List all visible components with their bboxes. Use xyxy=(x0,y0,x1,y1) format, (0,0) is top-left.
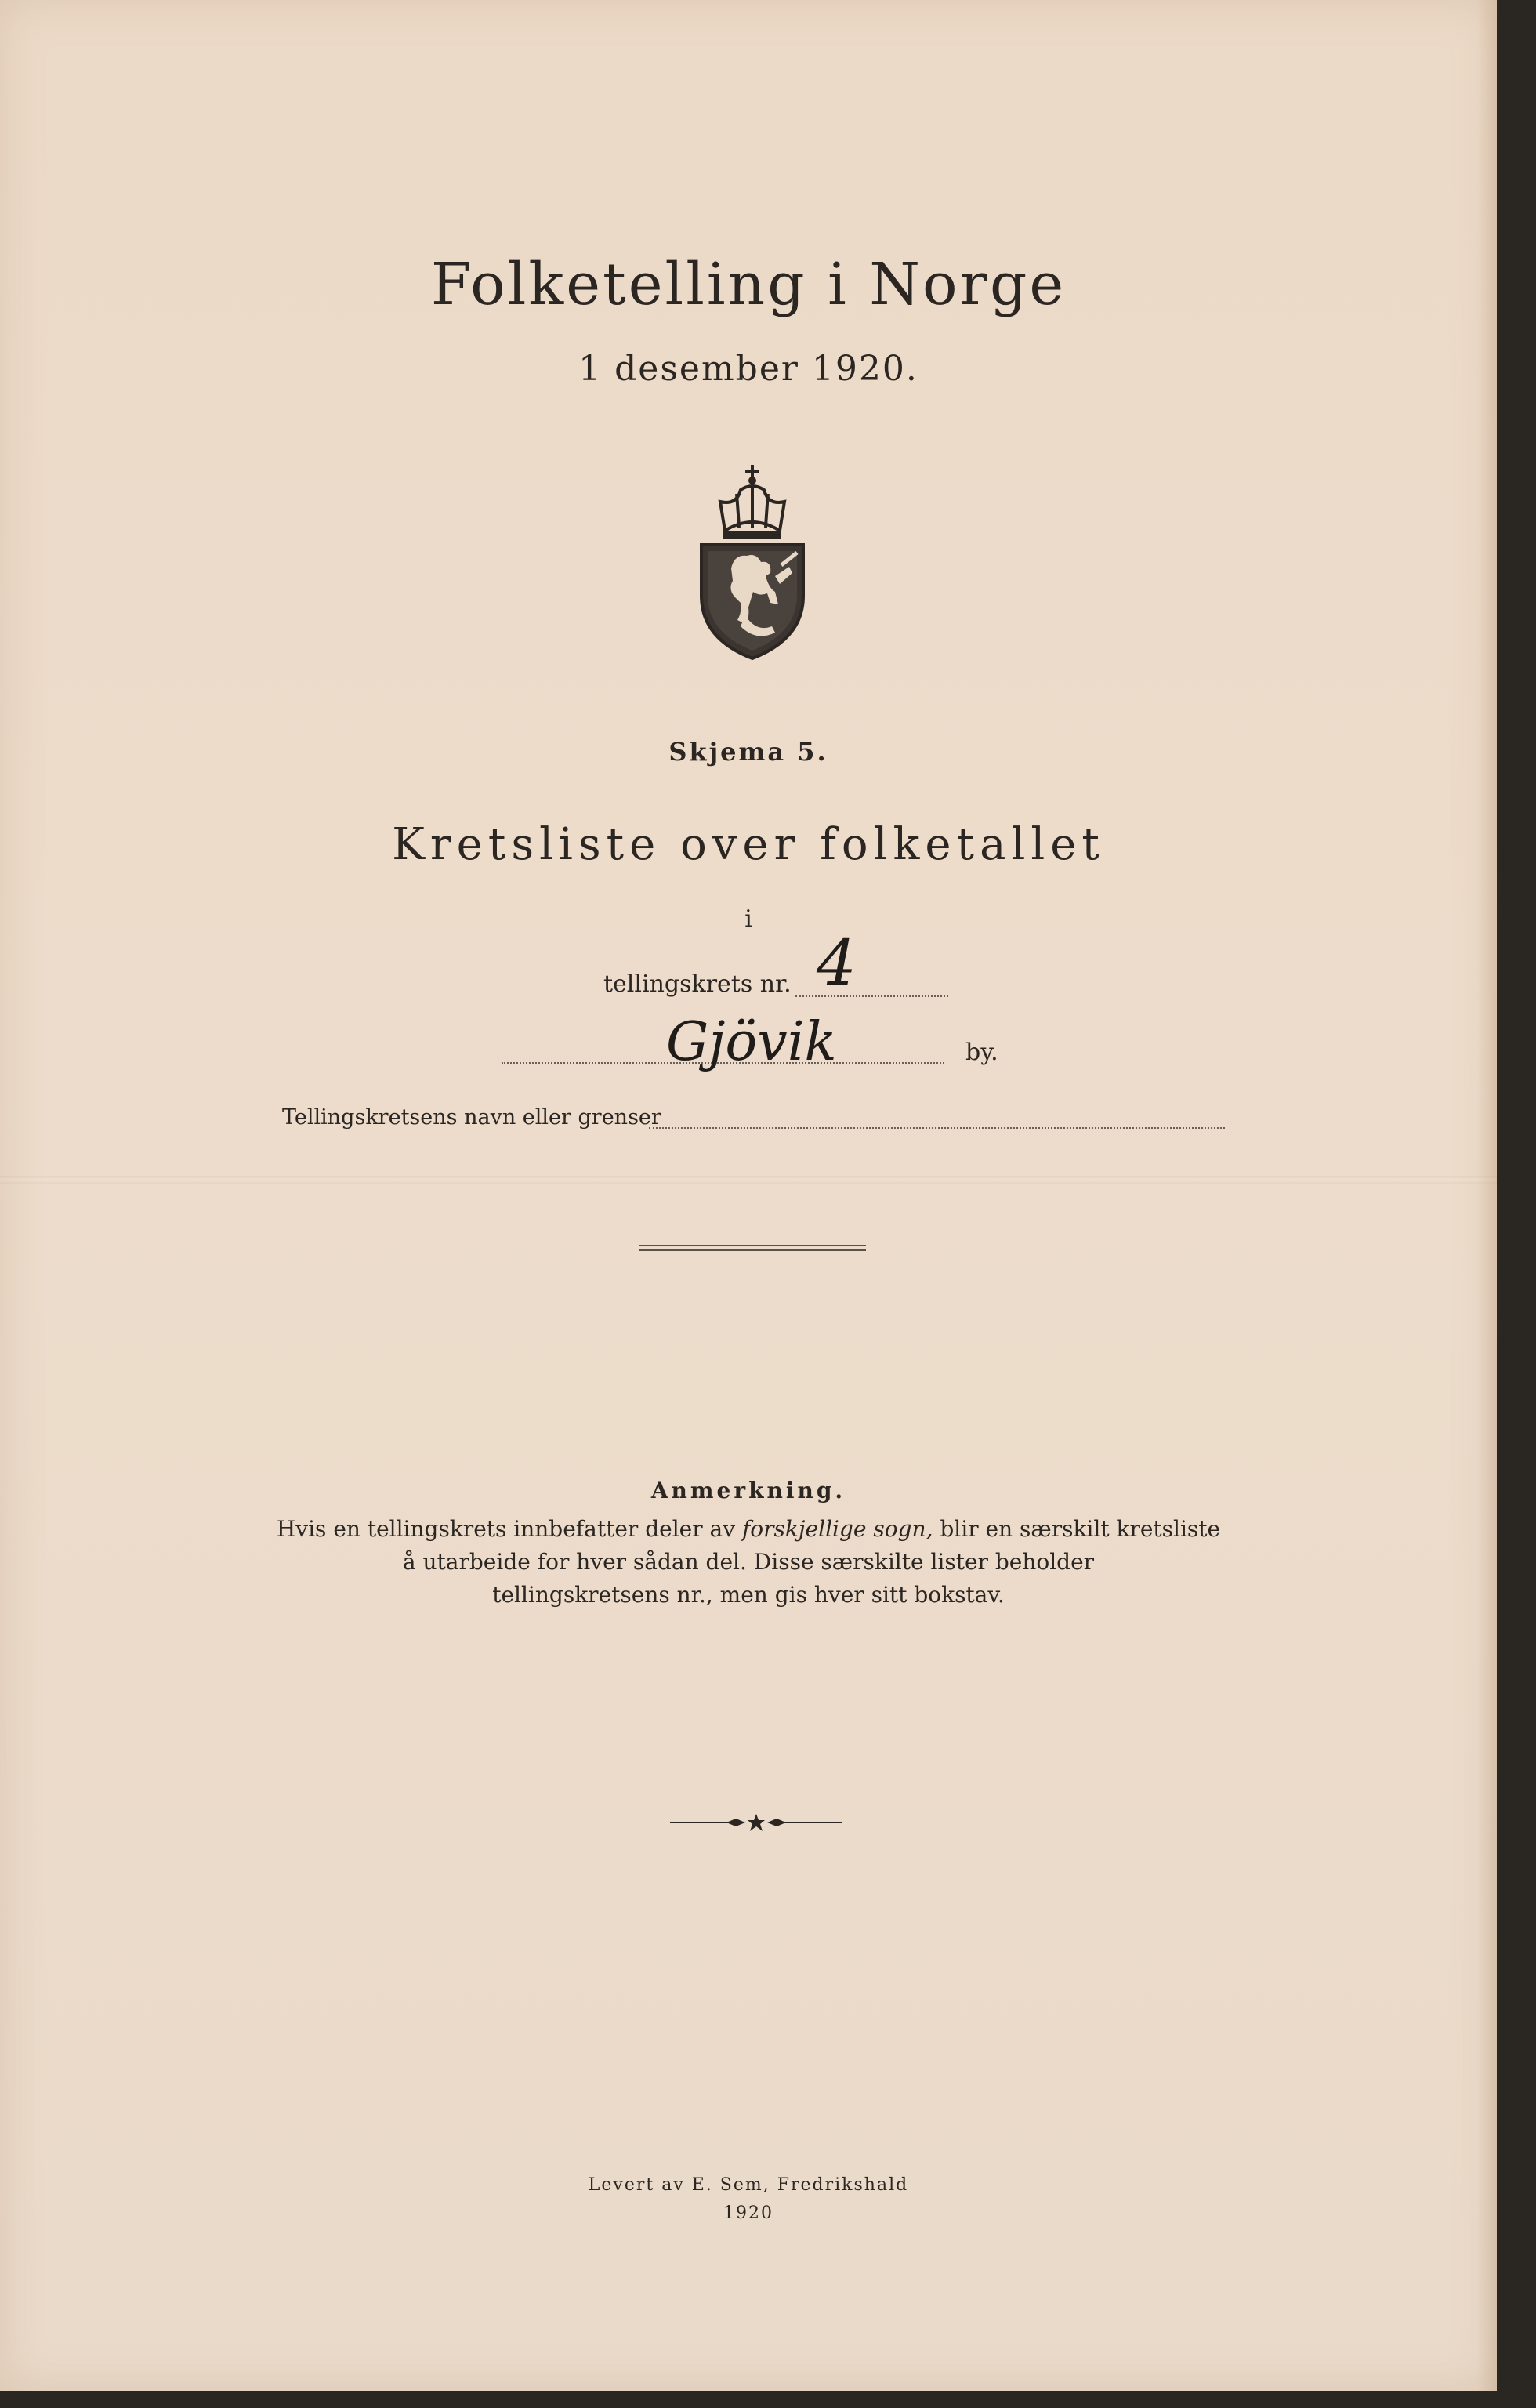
district-number-label: tellingskrets nr. xyxy=(603,970,792,998)
note-text xyxy=(0,1513,1497,1612)
note-line-3: tellingskretsens nr., men gis hver sitt bokstav. xyxy=(492,1582,1005,1608)
printer-line-1: Levert av E. Sem, Fredrikshald xyxy=(588,2175,909,2195)
page-title: Folketelling i Norge xyxy=(430,251,1067,318)
form-heading: Kretsliste over folketallet xyxy=(392,819,1105,870)
divider-rule-bottom xyxy=(639,1249,866,1251)
decorative-ornament-icon xyxy=(670,1811,842,1834)
printer-line-2: 1920 xyxy=(723,2203,773,2223)
district-name-label: Tellingskretsens navn eller grenser xyxy=(282,1105,661,1130)
preposition-i: i xyxy=(744,905,752,933)
divider-rule-top xyxy=(639,1245,866,1246)
note-title: Anmerkning. xyxy=(650,1478,846,1503)
norwegian-coat-of-arms-icon xyxy=(694,459,811,662)
note-line-1: Hvis en tellingskrets innbefatter deler av forskjellige sogn, blir en særskilt kretsliste xyxy=(276,1516,1221,1542)
town-suffix: by. xyxy=(965,1039,998,1066)
printer-imprint xyxy=(0,2171,1497,2228)
district-number-handwritten: 4 xyxy=(817,927,857,999)
town-name-handwritten: Gjövik xyxy=(666,1011,837,1073)
paper-fold xyxy=(0,1176,1497,1184)
census-date: 1 desember 1920. xyxy=(578,349,918,389)
schema-number: Skjema 5. xyxy=(668,737,828,767)
note-line-2: å utarbeide for hver sådan del. Disse særskilte lister beholder xyxy=(402,1549,1095,1575)
district-name-field[interactable] xyxy=(649,1127,1225,1129)
